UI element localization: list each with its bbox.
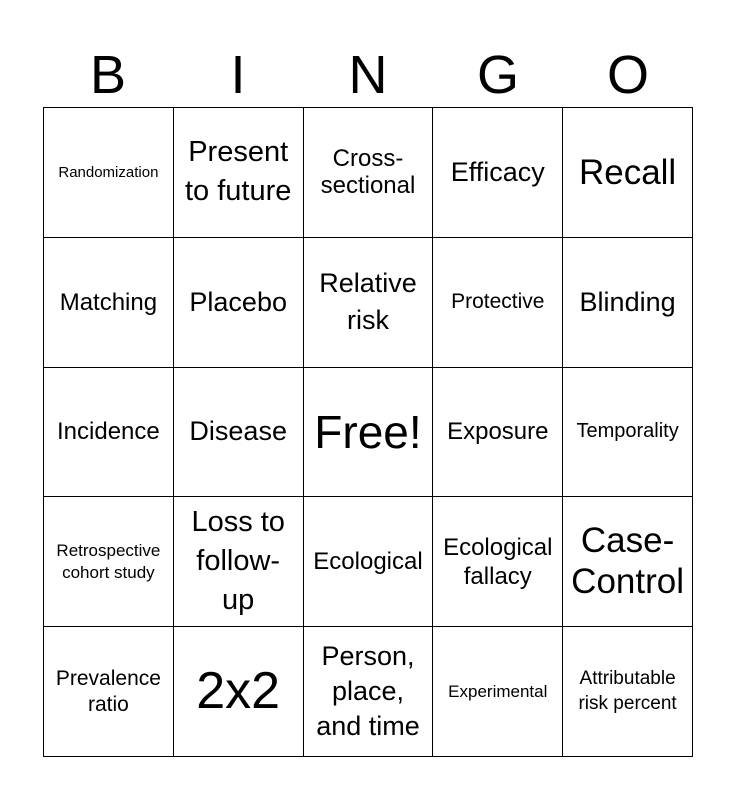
bingo-cell-r3c4[interactable] bbox=[433, 368, 563, 498]
cell-label: Exposure bbox=[447, 418, 549, 446]
cell-label: Temporality bbox=[576, 420, 679, 443]
cell-label: Protective bbox=[451, 289, 545, 313]
bingo-cell-r2c3[interactable] bbox=[304, 238, 434, 368]
cell-label: 2x2 bbox=[196, 661, 281, 720]
bingo-cell-r5c3[interactable] bbox=[304, 627, 434, 757]
bingo-cell-r1c5[interactable] bbox=[563, 108, 693, 238]
cell-label: Ecological fallacy bbox=[443, 533, 553, 590]
free-space-label: Free! bbox=[314, 405, 422, 458]
cell-label: Matching bbox=[59, 288, 158, 316]
bingo-cell-r5c5[interactable] bbox=[563, 627, 693, 757]
cell-label: Present to future bbox=[184, 136, 292, 208]
header-letter-n: N bbox=[348, 45, 388, 105]
cell-label: Experimental bbox=[448, 681, 548, 701]
cell-label: Person, place, and time bbox=[316, 640, 420, 742]
bingo-cell-r4c4[interactable] bbox=[433, 497, 563, 627]
cell-label: Loss to follow-up bbox=[191, 506, 285, 617]
bingo-cell-r4c2[interactable] bbox=[174, 497, 304, 627]
cell-label: Ecological bbox=[313, 548, 423, 576]
cell-label: Relative risk bbox=[319, 267, 417, 336]
bingo-cell-r2c1[interactable] bbox=[44, 238, 174, 368]
bingo-cell-r3c1[interactable] bbox=[44, 368, 174, 498]
cell-label: Incidence bbox=[57, 418, 160, 446]
bingo-cell-r1c1[interactable] bbox=[44, 108, 174, 238]
header-letter-g: G bbox=[476, 45, 519, 105]
cell-label: Disease bbox=[189, 416, 287, 447]
bingo-cell-r2c5[interactable] bbox=[563, 238, 693, 368]
bingo-cell-r5c2[interactable] bbox=[174, 627, 304, 757]
cell-label: Placebo bbox=[189, 286, 287, 317]
header-letter-b: B bbox=[89, 45, 127, 105]
cell-label: Retrospective cohort study bbox=[56, 540, 161, 582]
bingo-cell-r3c2[interactable] bbox=[174, 368, 304, 498]
bingo-cell-r4c3[interactable] bbox=[304, 497, 434, 627]
header-letter-i: I bbox=[230, 45, 246, 105]
cell-label: Attributable risk percent bbox=[578, 667, 677, 714]
bingo-cell-r4c1[interactable] bbox=[44, 497, 174, 627]
bingo-cell-r1c3[interactable] bbox=[304, 108, 434, 238]
cell-label: Recall bbox=[578, 152, 677, 192]
bingo-cell-r5c1[interactable] bbox=[44, 627, 174, 757]
bingo-header bbox=[43, 44, 693, 106]
cell-label: Efficacy bbox=[450, 156, 545, 187]
bingo-cell-r1c2[interactable] bbox=[174, 108, 304, 238]
cell-label: Prevalence ratio bbox=[55, 666, 161, 716]
bingo-cell-r2c2[interactable] bbox=[174, 238, 304, 368]
header-letter-o: O bbox=[606, 45, 649, 105]
bingo-cell-r1c4[interactable] bbox=[433, 108, 563, 238]
cell-label: Case-Control bbox=[571, 520, 684, 601]
bingo-cell-free[interactable] bbox=[304, 368, 434, 498]
bingo-cell-r3c5[interactable] bbox=[563, 368, 693, 498]
bingo-cell-r2c4[interactable] bbox=[433, 238, 563, 368]
bingo-card-grid bbox=[43, 107, 693, 757]
bingo-cell-r5c4[interactable] bbox=[433, 627, 563, 757]
cell-label: Randomization bbox=[58, 163, 159, 181]
cell-label: Cross-sectional bbox=[320, 145, 416, 200]
cell-label: Blinding bbox=[579, 286, 676, 317]
bingo-cell-r4c5[interactable] bbox=[563, 497, 693, 627]
